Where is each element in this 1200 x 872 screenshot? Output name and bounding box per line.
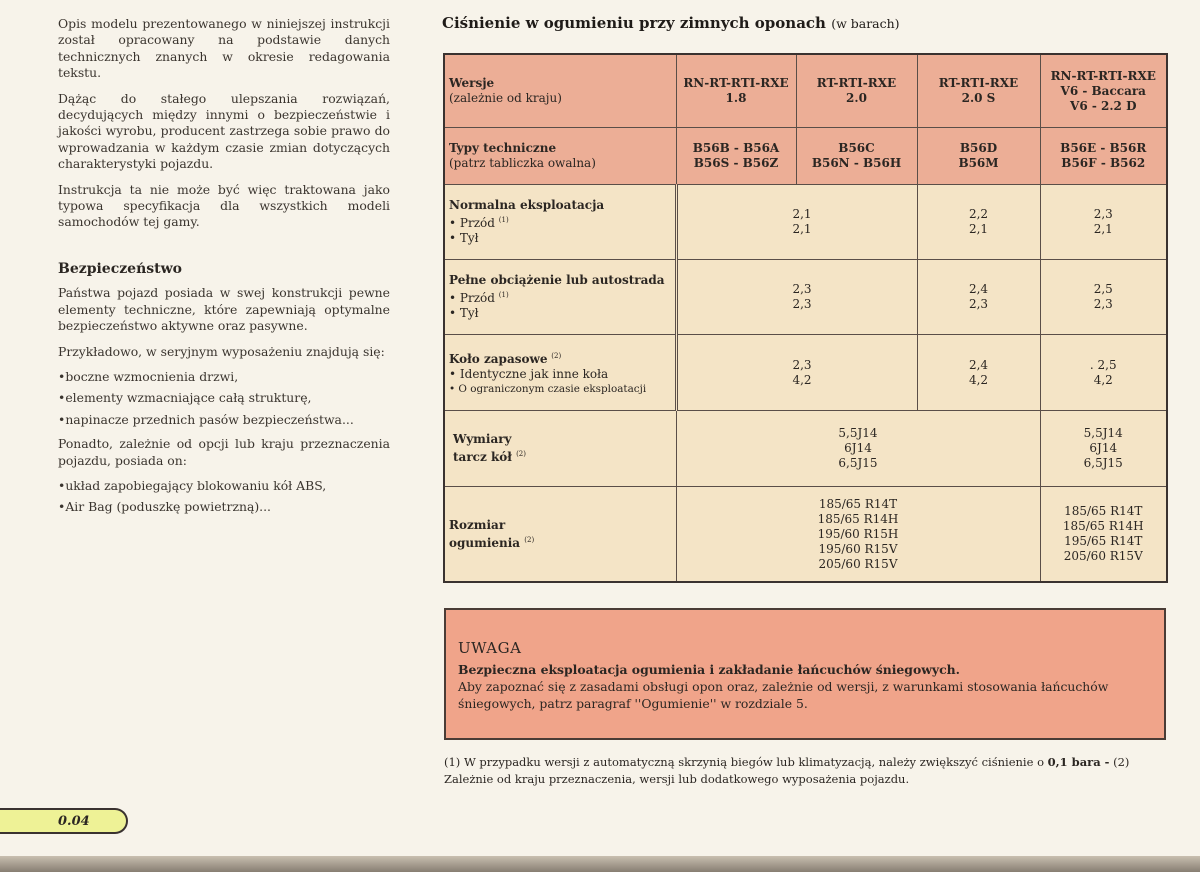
- pressure-value: 2,4: [968, 282, 989, 296]
- standard-equipment-intro: Przykładowo, w seryjnym wyposażeniu znajdują się:: [58, 343, 385, 359]
- types-cell: [917, 128, 1040, 185]
- version-engine: 2.0: [846, 91, 867, 105]
- tyre-size: 185/65 R14T: [818, 496, 898, 511]
- rim-size: 5,5J14: [1083, 426, 1123, 440]
- table-row: [444, 128, 1167, 185]
- rims-label-cell: [444, 411, 676, 487]
- rim-size: 6,5J15: [1083, 456, 1123, 470]
- pressure-cell: [1040, 335, 1167, 411]
- spare-limited-label: • O ograniczonym czasie eksploatacji: [449, 382, 647, 395]
- tyre-pressure-table: [443, 53, 1168, 583]
- version-engine: 2.0 S: [961, 91, 996, 105]
- rim-size: 6J14: [844, 441, 872, 455]
- footnote-ref: (2): [516, 450, 526, 458]
- type-code: B56C: [838, 141, 875, 155]
- left-column: [58, 16, 390, 524]
- pressure-value: 4,2: [1093, 372, 1113, 387]
- front-label: [449, 288, 671, 306]
- rear-label: • Tył: [449, 231, 479, 245]
- version-name: RT-RTI-RXE: [816, 76, 897, 90]
- footnote-ref: (1): [498, 291, 509, 299]
- tyre-size: 185/65 R14T: [1064, 504, 1143, 518]
- pressure-value: 2,2: [968, 207, 989, 221]
- spare-wheel-label-cell: [444, 335, 676, 411]
- types-label: Typy techniczne: [449, 141, 557, 155]
- type-code: B56F - B562: [1061, 156, 1146, 170]
- intro-paragraph: Opis modelu prezentowanego w niniejszej instrukcji został opracowany na podstawie danych technicznych znanych w okresie redagowania tekstu.: [58, 16, 390, 81]
- page-title: [442, 14, 900, 32]
- version-col-2: [796, 54, 917, 128]
- pressure-value: 2,3: [792, 297, 812, 311]
- footnote-2: (2) Zależnie od kraju przeznaczenia, wersji lub dodatkowego wyposażenia pojazdu.: [444, 755, 1130, 786]
- list-item: • Air Bag (poduszkę powietrzną)...: [58, 499, 390, 515]
- tyres-label-line2: [449, 533, 672, 551]
- table-row: [444, 487, 1167, 583]
- footnotes: [444, 754, 1168, 788]
- spare-wheel-label: [449, 349, 671, 367]
- version-name: RN-RT-RTI-RXE: [683, 76, 789, 90]
- type-code: B56M: [958, 156, 999, 170]
- tyre-size: 205/60 R15V: [818, 556, 898, 571]
- rim-size: 6,5J15: [838, 456, 878, 470]
- page-bottom-edge: [0, 856, 1200, 872]
- pressure-value: 2,3: [968, 297, 989, 311]
- tyre-size: 185/65 R14H: [1062, 519, 1144, 533]
- tyres-cell: [676, 487, 1040, 583]
- list-item: • boczne wzmocnienia drzwi,: [58, 369, 390, 385]
- standard-equipment-list: [58, 369, 390, 428]
- rims-cell: [676, 411, 1040, 487]
- warning-box: [444, 608, 1166, 740]
- warning-subtitle: Bezpieczna eksploatacja ogumienia i zakładanie łańcuchów śniegowych.: [458, 662, 960, 677]
- type-code: B56E - B56R: [1060, 141, 1147, 155]
- pressure-cell: [917, 185, 1040, 260]
- tyre-size: 195/60 R15V: [818, 541, 898, 556]
- types-cell: [1040, 128, 1167, 185]
- version-engine: V6 - Baccara: [1060, 83, 1146, 98]
- table-row: [444, 411, 1167, 487]
- version-name: RN-RT-RTI-RXE: [1050, 68, 1156, 83]
- tyres-label-text: ogumienia: [449, 535, 521, 550]
- specification-paragraph: Instrukcja ta nie może być więc traktowana jako typowa specyfikacja dla wszystkich modeli samochodów tej gamy.: [58, 181, 390, 230]
- pressure-value: 4,2: [792, 372, 812, 387]
- pressure-cell: [1040, 260, 1167, 335]
- pressure-cell: [676, 260, 917, 335]
- pressure-value: 4,2: [968, 372, 989, 387]
- pressure-value: 2,3: [792, 357, 812, 372]
- pressure-cell: [676, 335, 917, 411]
- footnote-ref: (2): [524, 535, 535, 544]
- pressure-cell: [1040, 185, 1167, 260]
- version-name: RT-RTI-RXE: [938, 76, 1019, 90]
- footnote-1: (1) W przypadku wersji z automatyczną skrzynią biegów lub klimatyzacją, należy zwiększyć ciśnienie o: [444, 755, 1044, 769]
- types-header-cell: [444, 128, 676, 185]
- rim-size: 5,5J14: [838, 426, 878, 440]
- table-row: [444, 185, 1167, 260]
- type-code: B56N - B56H: [811, 156, 902, 170]
- pressure-value: 2,1: [968, 222, 989, 236]
- type-code: B56B - B56A: [692, 141, 780, 155]
- list-item: • elementy wzmacniające całą strukturę,: [58, 390, 390, 406]
- tyre-size: 195/65 R14T: [1064, 534, 1143, 548]
- normal-use-label-cell: [444, 185, 676, 260]
- table-row: [444, 335, 1167, 411]
- improvement-paragraph: Dążąc do stałego ulepszania rozwiązań, decydujących między innymi o bezpieczeństwie i jakości wyrobu, producent zastrzega sobie prawo do wprowadzania w każdym czasie zmian dotyczących charakterystyki pojazdu.: [58, 90, 390, 172]
- optional-equipment-list: [58, 478, 390, 516]
- rims-label-line2: [453, 447, 672, 465]
- optional-equipment-intro: Ponadto, zależnie od opcji lub kraju przeznaczenia pojazdu, posiada on:: [58, 436, 390, 468]
- pressure-value: 2,1: [1093, 222, 1113, 236]
- version-engine: 1.8: [725, 91, 747, 105]
- footnote-ref: (1): [498, 216, 509, 224]
- spare-wheel-text: Koło zapasowe: [449, 351, 548, 366]
- rear-label: • Tył: [449, 306, 479, 320]
- pressure-value: 2,3: [1093, 207, 1113, 221]
- page-number: 0.04: [0, 808, 128, 834]
- type-code: B56D: [959, 141, 998, 155]
- pressure-cell: [676, 185, 917, 260]
- tyres-label-cell: [444, 487, 676, 583]
- versions-header-cell: [444, 54, 676, 128]
- front-text: • Przód: [449, 291, 495, 305]
- page-title-main: Ciśnienie w ogumieniu przy zimnych oponach: [442, 14, 826, 32]
- tyres-label: Rozmiar: [449, 517, 506, 532]
- footnote-ref: (2): [551, 351, 562, 360]
- full-load-label-cell: [444, 260, 676, 335]
- types-sub: (patrz tabliczka owalna): [449, 156, 596, 170]
- pressure-cell: [917, 260, 1040, 335]
- version-col-1: [676, 54, 796, 128]
- table-row: [444, 260, 1167, 335]
- pressure-value: 2,3: [792, 282, 812, 296]
- versions-sub: (zależnie od kraju): [449, 91, 562, 105]
- pressure-value: 2,1: [792, 222, 812, 236]
- full-load-label: Pełne obciążenie lub autostrada: [449, 273, 665, 287]
- rims-cell: [1040, 411, 1167, 487]
- pressure-cell: [917, 335, 1040, 411]
- types-cell: [676, 128, 796, 185]
- versions-label: Wersje: [449, 76, 495, 90]
- pressure-value: 2,3: [1093, 297, 1113, 311]
- pressure-value: 2,1: [792, 207, 812, 221]
- table-row: [444, 54, 1167, 128]
- pressure-value: 2,5: [1093, 282, 1113, 296]
- safety-heading: Bezpieczeństwo: [58, 260, 183, 277]
- warning-title: UWAGA: [458, 639, 522, 657]
- warning-text: Aby zapoznać się z zasadami obsługi opon oraz, zależnie od wersji, z warunkami stosowania łańcuchów śniegowych, patrz paragraf ''Ogumienie'' w rozdziale 5.: [458, 679, 1109, 711]
- version-col-3: [917, 54, 1040, 128]
- spare-identical-label: • Identyczne jak inne koła: [449, 366, 609, 381]
- tyres-cell: [1040, 487, 1167, 583]
- version-engine: V6 - 2.2 D: [1070, 98, 1137, 113]
- safety-paragraph: Państwa pojazd posiada w swej konstrukcji pewne elementy techniczne, które zapewniają optymalne bezpieczeństwo aktywne oraz pasywne.: [58, 285, 390, 334]
- tyre-size: 195/60 R15H: [817, 526, 899, 541]
- footnote-1-value: 0,1 bara -: [1047, 755, 1110, 769]
- pressure-value: . 2,5: [1089, 357, 1117, 372]
- rim-size: 6J14: [1089, 441, 1118, 455]
- list-item: • napinacze przednich pasów bezpieczeństwa...: [58, 412, 390, 428]
- page-title-unit: (w barach): [831, 16, 900, 31]
- list-item: • układ zapobiegający blokowaniu kół ABS,: [58, 478, 390, 494]
- front-text: • Przód: [449, 216, 495, 230]
- rims-label-text: tarcz kół: [453, 450, 512, 464]
- front-label: [449, 213, 671, 231]
- rims-label: Wymiary: [453, 432, 512, 446]
- pressure-value: 2,4: [968, 357, 989, 372]
- type-code: B56S - B56Z: [693, 156, 779, 170]
- normal-use-label: Normalna eksploatacja: [449, 198, 605, 212]
- version-col-4: [1040, 54, 1167, 128]
- tyre-size: 185/65 R14H: [817, 511, 899, 526]
- tyre-size: 205/60 R15V: [1063, 549, 1143, 563]
- types-cell: [796, 128, 917, 185]
